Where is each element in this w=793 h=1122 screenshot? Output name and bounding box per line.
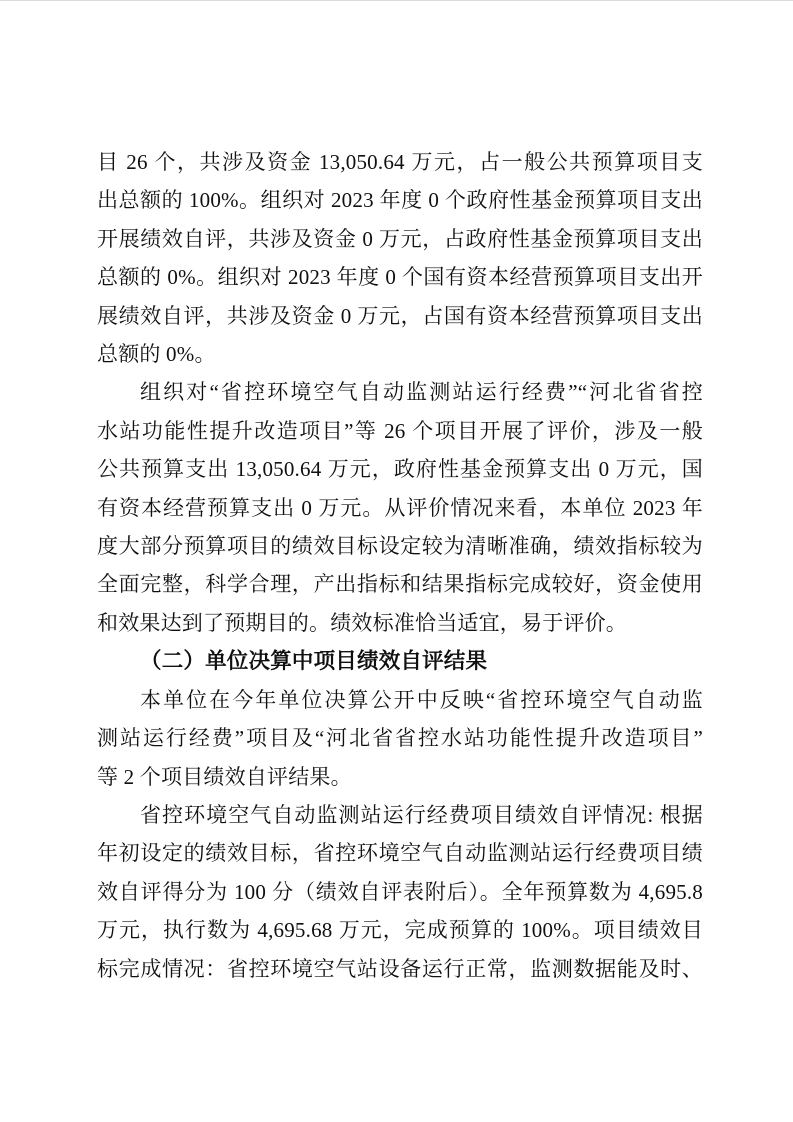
text-line: 水站功能性提升改造项目”等 26 个项目开展了评价，涉及一般 [97, 418, 703, 443]
text-line: 和效果达到了预期目的。绩效标准恰当适宜，易于评价。 [97, 610, 627, 635]
text-line: 度大部分预算项目的绩效目标设定较为清晰准确，绩效指标较为 [97, 534, 703, 559]
text-line: 展绩效自评，共涉及资金 0 万元，占国有资本经营预算项目支出 [97, 303, 703, 328]
text-line: 效自评得分为 100 分（绩效自评表附后）。全年预算数为 4,695.8 [97, 879, 703, 904]
text-line: 标完成情况：省控环境空气站设备运行正常，监测数据能及时、 [97, 956, 703, 981]
text-line: 总额的 0%。组织对 2023 年度 0 个国有资本经营预算项目支出开 [97, 265, 703, 290]
paragraph-disclosure [97, 681, 703, 796]
text-line: 出总额的 100%。组织对 2023 年度 0 个政府性基金预算项目支出 [97, 188, 703, 213]
page-top-edge [0, 0, 793, 1]
text-line: 全面完整，科学合理，产出指标和结果指标完成较好，资金使用 [97, 572, 703, 597]
text-line: 有资本经营预算支出 0 万元。从评价情况来看，本单位 2023 年 [97, 495, 703, 520]
section-heading [97, 642, 703, 680]
text-line: 省控环境空气自动监测站运行经费项目绩效自评情况: 根据 [140, 802, 703, 827]
paragraph-project-self-evaluation [97, 796, 703, 988]
text-line: 目 26 个，共涉及资金 13,050.64 万元，占一般公共预算项目支 [97, 150, 703, 174]
paragraph-continuation [97, 143, 703, 373]
paragraph-evaluation-summary [97, 373, 703, 642]
text-line: 总额的 0%。 [97, 342, 216, 367]
document-body [97, 143, 703, 988]
text-line: 组织对“省控环境空气自动监测站运行经费”“河北省省控 [140, 380, 703, 405]
text-line: 本单位在今年单位决算公开中反映“省控环境空气自动监 [140, 687, 703, 712]
text-line: 年初设定的绩效目标，省控环境空气自动监测站运行经费项目绩 [97, 841, 703, 866]
section-heading-text: （二）单位决算中项目绩效自评结果 [140, 649, 488, 674]
text-line: 开展绩效自评，共涉及资金 0 万元，占政府性基金预算项目支出 [97, 226, 703, 251]
text-line: 等 2 个项目绩效自评结果。 [97, 764, 352, 789]
text-line: 公共预算支出 13,050.64 万元，政府性基金预算支出 0 万元，国 [97, 457, 703, 482]
text-line: 测站运行经费”项目及“河北省省控水站功能性提升改造项目” [97, 726, 703, 751]
text-line: 万元，执行数为 4,695.68 万元，完成预算的 100%。项目绩效目 [97, 918, 703, 943]
